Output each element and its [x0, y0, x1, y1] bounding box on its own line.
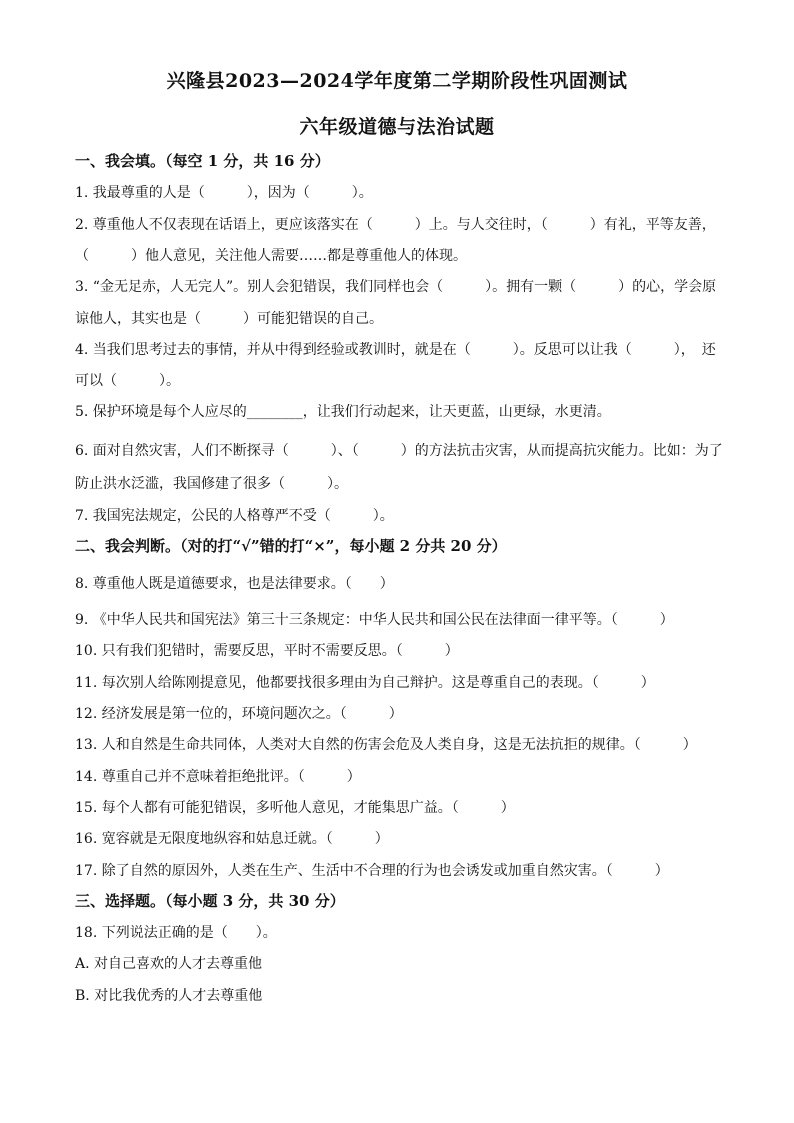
option-line: B. 对比我优秀的人才去尊重他	[75, 988, 263, 1004]
option-line: A. 对自己喜欢的人才去尊重他	[75, 956, 263, 972]
question-line: 5. 保护环境是每个人应尽的________，让我们行动起来，让天更蓝，山更绿，水更清。	[75, 404, 611, 420]
question-line: 防止洪水泛滥，我国修建了很多（ ）。	[75, 476, 348, 492]
question-line: 7. 我国宪法规定，公民的人格尊严不受（ ）。	[75, 508, 394, 524]
question-line: 1. 我最尊重的人是（ ），因为（ ）。	[75, 185, 373, 201]
question-line: 8. 尊重他人既是道德要求，也是法律要求。（ ）	[75, 576, 394, 592]
page-title: 兴隆县2023—2024学年度第二学期阶段性巩固测试	[166, 70, 628, 92]
question-line: 可以（ ）。	[75, 373, 180, 389]
question-line: 9. 《中华人民共和国宪法》第三十三条规定：中华人民共和国公民在法律面一律平等。（ ）	[75, 612, 674, 628]
question-line: 17. 除了自然的原因外，人类在生产、生活中不合理的行为也会诱发或加重自然灾害。（ ）	[75, 863, 669, 879]
question-line: 谅他人，其实也是（ ）可能犯错误的自己。	[75, 311, 383, 327]
section-heading-choice: 三、选择题。（每小题 3 分，共 30 分）	[75, 892, 345, 910]
question-line: 11. 每次别人给陈刚提意见，他都要找很多理由为自己辩护。这是尊重自己的表现。（ ）	[75, 675, 655, 691]
question-line: 10. 只有我们犯错时，需要反思，平时不需要反思。（ ）	[75, 643, 459, 659]
page-subtitle: 六年级道德与法治试题	[299, 116, 495, 138]
question-line: （ ）他人意见，关注他人需要……都是尊重他人的体现。	[75, 248, 467, 264]
question-line: 16. 宽容就是无限度地纵容和姑息迁就。（ ）	[75, 831, 389, 847]
question-line: 3. “金无足赤，人无完人”。别人会犯错误，我们同样也会（ ）。拥有一颗（ ）的心，学会原	[75, 279, 717, 295]
question-line: 4. 当我们思考过去的事情，并从中得到经验或教训时，就是在（ ）。反思可以让我（ ）， 还	[75, 342, 716, 358]
question-line: 18. 下列说法正确的是（ ）。	[75, 925, 277, 941]
question-line: 2. 尊重他人不仅表现在话语上，更应该落实在（ ）上。与人交往时，（ ）有礼，平等友善，	[75, 217, 716, 233]
question-line: 12. 经济发展是第一位的，环境问题次之。（ ）	[75, 706, 403, 722]
question-line: 14. 尊重自己并不意味着拒绝批评。（ ）	[75, 769, 361, 785]
question-line: 13. 人和自然是生命共同体，人类对大自然的伤害会危及人类自身，这是无法抗拒的规律。（ ）	[75, 737, 697, 753]
section-heading-judge: 二、我会判断。（对的打“√”错的打“×”，每小题 2 分共 20 分）	[75, 537, 507, 555]
question-line: 6. 面对自然灾害，人们不断探寻（ ）、（ ）的方法抗击灾害，从而提高抗灾能力。比如：为了	[75, 443, 723, 459]
question-line: 15. 每个人都有可能犯错误，多听他人意见，才能集思广益。（ ）	[75, 800, 515, 816]
section-heading-fill: 一、我会填。（每空 1 分，共 16 分）	[75, 152, 330, 170]
